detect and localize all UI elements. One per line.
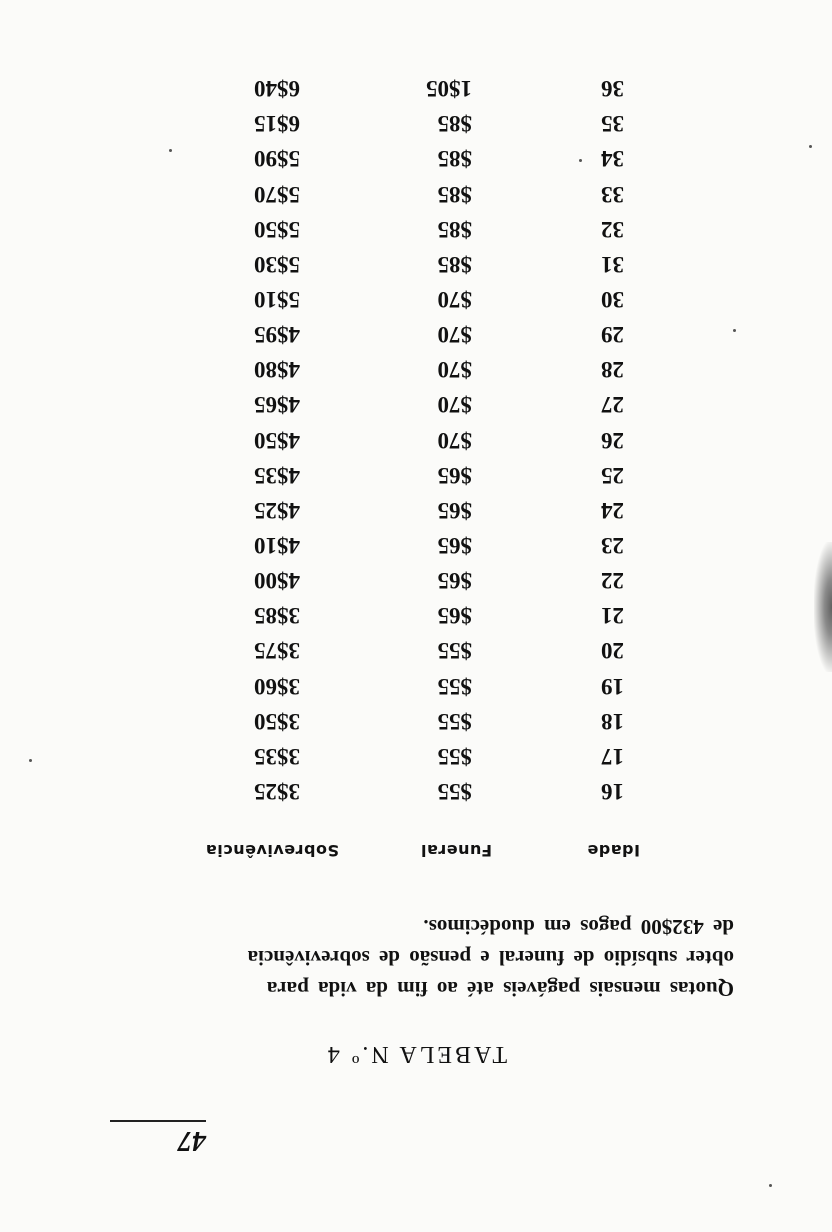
table-row [0, 488, 832, 523]
survivor-quota-cell: 3$25 [254, 779, 300, 804]
age-cell: 25 [601, 462, 624, 488]
survivor-quota-cell: 4$00 [254, 568, 300, 594]
age-cell: 33 [601, 181, 624, 207]
table-row [0, 171, 832, 206]
scan-speck [733, 329, 736, 332]
table-row [0, 628, 832, 663]
funeral-quota-cell: $70 [437, 287, 472, 313]
table-row [0, 663, 832, 698]
table-row [0, 453, 832, 488]
scan-speck [579, 159, 582, 162]
funeral-quota-cell: 1$05 [426, 76, 472, 102]
survivor-quota-cell: 4$10 [254, 533, 300, 559]
age-cell: 17 [601, 743, 624, 769]
funeral-quota-cell: $85 [437, 111, 472, 137]
funeral-quota-cell: $65 [437, 533, 472, 559]
table-row [0, 66, 832, 101]
scan-speck [169, 149, 172, 152]
survivor-quota-cell: 4$65 [254, 392, 300, 418]
age-cell: 20 [601, 638, 624, 664]
survivor-quota-cell: 5$90 [254, 146, 300, 172]
funeral-quota-cell: $70 [437, 357, 472, 383]
scan-smudge [814, 542, 832, 672]
age-cell: 36 [601, 76, 624, 102]
column-header-idade: Idade [586, 841, 640, 860]
survivor-quota-cell: 3$75 [254, 638, 300, 664]
funeral-quota-cell: $65 [437, 497, 472, 523]
survivor-quota-cell: 3$50 [254, 708, 300, 734]
age-cell: 29 [601, 322, 624, 348]
survivor-quota-cell: 5$50 [254, 216, 300, 242]
table-row [0, 523, 832, 558]
age-cell: 21 [601, 603, 624, 629]
age-cell: 31 [601, 251, 624, 277]
scan-speck [769, 1184, 772, 1187]
age-cell: 16 [601, 779, 624, 804]
survivor-quota-cell: 3$60 [254, 673, 300, 699]
age-cell: 22 [601, 568, 624, 594]
age-cell: 26 [601, 427, 624, 453]
survivor-quota-cell: 5$10 [254, 287, 300, 313]
age-cell: 27 [601, 392, 624, 418]
funeral-quota-cell: $65 [437, 568, 472, 594]
age-cell: 30 [601, 287, 624, 313]
table-row [0, 558, 832, 593]
table-row [0, 101, 832, 136]
funeral-quota-cell: $65 [437, 603, 472, 629]
table-row [0, 699, 832, 734]
funeral-quota-cell: $55 [437, 638, 472, 664]
funeral-quota-cell: $55 [437, 743, 472, 769]
funeral-quota-cell: $70 [437, 427, 472, 453]
funeral-quota-cell: $85 [437, 146, 472, 172]
table-title: TABELA N.º 4 [324, 1041, 508, 1067]
survivor-quota-cell: 4$50 [254, 427, 300, 453]
survivor-quota-cell: 3$85 [254, 603, 300, 629]
survivor-quota-cell: 4$25 [254, 497, 300, 523]
table-row [0, 593, 832, 628]
survivor-quota-cell: 4$95 [254, 322, 300, 348]
age-cell: 18 [601, 708, 624, 734]
survivor-quota-cell: 4$35 [254, 462, 300, 488]
age-cell: 23 [601, 533, 624, 559]
survivor-quota-cell: 6$15 [254, 111, 300, 137]
description-line-1: Quotas mensais pagáveis até ao fim da vida para [266, 977, 734, 1001]
page-number-rule [110, 1120, 206, 1122]
description-line-3: de 432$00 pagos em duodécimos. [423, 915, 734, 939]
survivor-quota-cell: 3$35 [254, 743, 300, 769]
table-row [0, 734, 832, 769]
survivor-quota-cell: 5$70 [254, 181, 300, 207]
table-row [0, 136, 832, 171]
funeral-quota-cell: $55 [437, 779, 472, 804]
funeral-quota-cell: $65 [437, 462, 472, 488]
age-cell: 32 [601, 216, 624, 242]
table-row [0, 417, 832, 452]
table-row [0, 769, 832, 804]
scan-speck [29, 759, 32, 762]
page-number: 47 [178, 1125, 206, 1156]
funeral-quota-cell: $85 [437, 251, 472, 277]
description-line-2: obter subsídio de funeral e pensão de sobrevivência [247, 946, 734, 970]
funeral-quota-cell: $55 [437, 673, 472, 699]
age-cell: 35 [601, 111, 624, 137]
column-header-sobrevivencia: Sobrevivência [205, 841, 339, 860]
age-cell: 28 [601, 357, 624, 383]
age-cell: 24 [601, 497, 624, 523]
table-row [0, 347, 832, 382]
funeral-quota-cell: $70 [437, 392, 472, 418]
table-row [0, 277, 832, 312]
age-cell: 34 [601, 146, 624, 172]
survivor-quota-cell: 6$40 [254, 76, 300, 102]
table-row [0, 382, 832, 417]
funeral-quota-cell: $55 [437, 708, 472, 734]
table-row [0, 312, 832, 347]
funeral-quota-cell: $85 [437, 216, 472, 242]
funeral-quota-cell: $85 [437, 181, 472, 207]
table-description [104, 911, 734, 1004]
scan-speck [809, 145, 812, 148]
age-cell: 19 [601, 673, 624, 699]
survivor-quota-cell: 4$80 [254, 357, 300, 383]
table-row [0, 207, 832, 242]
funeral-quota-cell: $70 [437, 322, 472, 348]
column-header-funeral: Funeral [420, 841, 492, 860]
table-row [0, 242, 832, 277]
quota-table-body [0, 66, 832, 804]
survivor-quota-cell: 5$30 [254, 251, 300, 277]
